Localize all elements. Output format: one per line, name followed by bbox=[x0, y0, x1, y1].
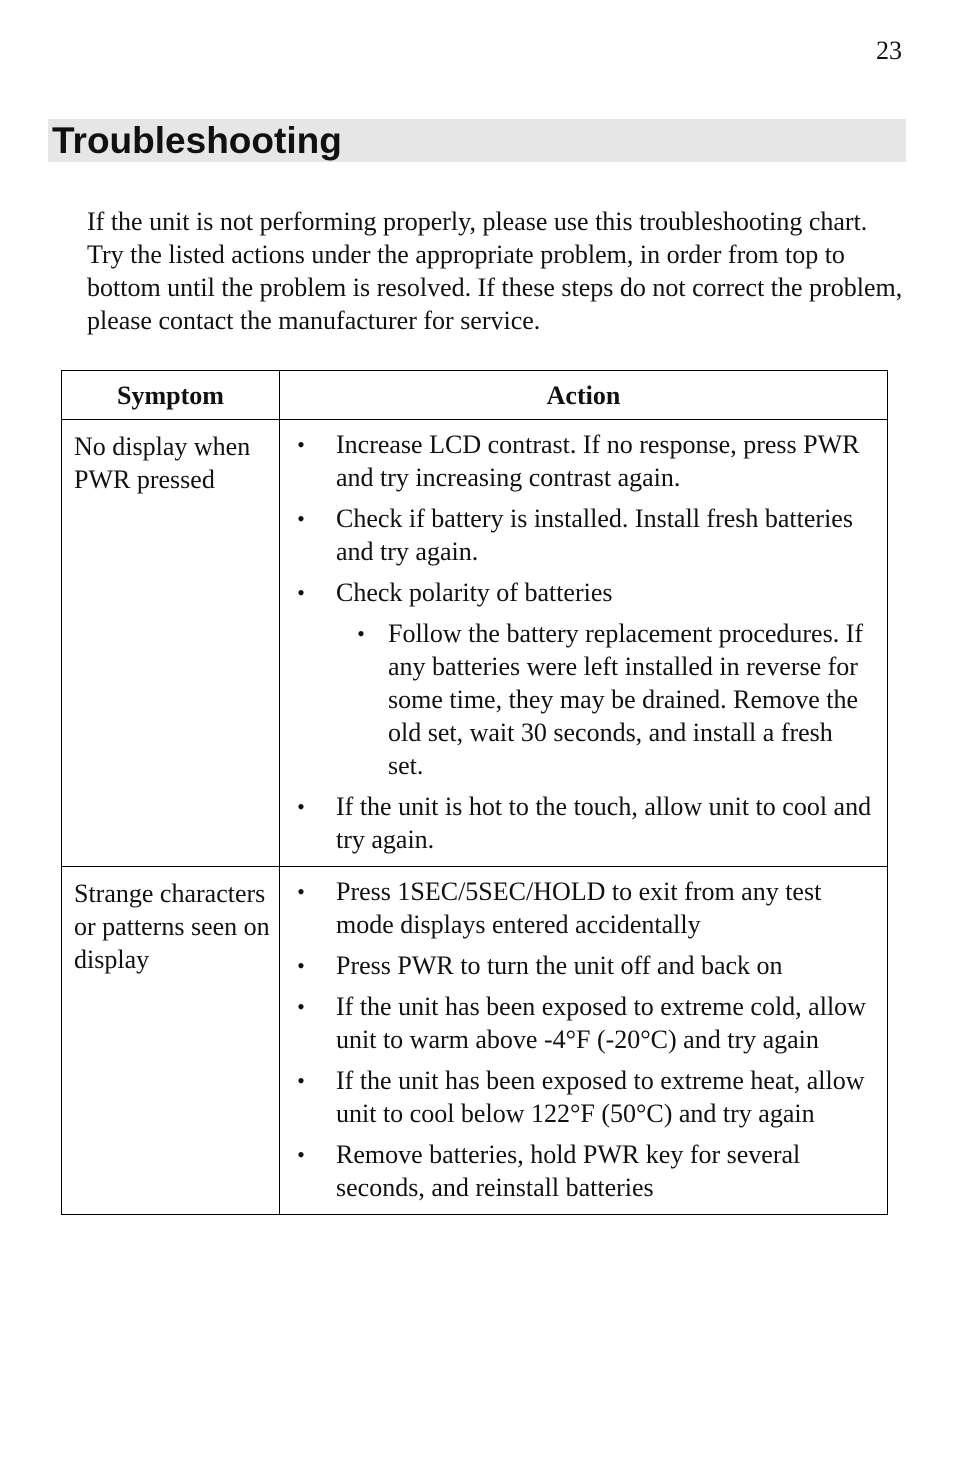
action-item bbox=[294, 1138, 873, 1204]
action-item bbox=[294, 875, 873, 941]
action-text: If the unit is hot to the touch, allow unit to cool and try again. bbox=[336, 792, 872, 854]
action-item bbox=[294, 949, 873, 982]
action-item bbox=[294, 790, 873, 856]
table-header-row bbox=[62, 371, 888, 420]
page-number: 23 bbox=[876, 36, 902, 65]
action-item bbox=[294, 990, 873, 1056]
action-item bbox=[294, 428, 873, 494]
action-text: If the unit has been exposed to extreme cold, allow unit to warm above -4°F (-20°C) and try again bbox=[336, 992, 866, 1054]
intro-paragraph: If the unit is not performing properly, please use this troubleshooting chart. Try the listed actions under the appropriate problem, in order from top to bottom until the problem is resolved. If these steps do not correct the problem, please contact the manufacturer for service. bbox=[87, 207, 903, 335]
sub-action-text: Follow the battery replacement procedures. If any batteries were left installed in reverse for some time, they may be drained. Remove the old set, wait 30 seconds, and install a fresh set. bbox=[388, 619, 864, 780]
action-text: If the unit has been exposed to extreme heat, allow unit to cool below 122°F (50°C) and try again bbox=[336, 1066, 865, 1128]
sub-action-item bbox=[336, 617, 873, 782]
page-title: Troubleshooting bbox=[52, 120, 342, 161]
bullet-icon: • bbox=[297, 506, 305, 531]
action-text: Press 1SEC/5SEC/HOLD to exit from any test mode displays entered accidentally bbox=[336, 877, 822, 939]
symptom-column-header: Symptom bbox=[62, 371, 280, 420]
action-column-header: Action bbox=[280, 371, 888, 420]
bullet-icon: • bbox=[297, 432, 305, 457]
bullet-icon: • bbox=[297, 794, 305, 819]
sub-action-list bbox=[336, 617, 873, 782]
bullet-icon: • bbox=[297, 580, 305, 605]
action-text: Press PWR to turn the unit off and back on bbox=[336, 951, 783, 980]
action-list bbox=[294, 875, 873, 1204]
bullet-icon: • bbox=[297, 994, 305, 1019]
action-cell bbox=[280, 867, 888, 1215]
action-cell bbox=[280, 420, 888, 867]
bullet-icon: • bbox=[297, 1142, 305, 1167]
action-item bbox=[294, 1064, 873, 1130]
action-text: Check polarity of batteries bbox=[336, 578, 613, 607]
table-row bbox=[62, 420, 888, 867]
action-text: Increase LCD contrast. If no response, press PWR and try increasing contrast again. bbox=[336, 430, 860, 492]
bullet-icon: • bbox=[297, 953, 305, 978]
troubleshooting-table bbox=[61, 370, 888, 1215]
action-list bbox=[294, 428, 873, 856]
symptom-cell: Strange characters or patterns seen on display bbox=[62, 867, 280, 1215]
action-text: Check if battery is installed. Install fresh batteries and try again. bbox=[336, 504, 853, 566]
symptom-cell: No display when PWR pressed bbox=[62, 420, 280, 867]
action-text: Remove batteries, hold PWR key for several seconds, and reinstall batteries bbox=[336, 1140, 801, 1202]
section-title-band bbox=[48, 119, 906, 162]
action-item bbox=[294, 576, 873, 782]
action-item bbox=[294, 502, 873, 568]
bullet-icon: • bbox=[297, 1068, 305, 1093]
table-row bbox=[62, 867, 888, 1215]
bullet-icon: • bbox=[357, 621, 365, 646]
bullet-icon: • bbox=[297, 879, 305, 904]
